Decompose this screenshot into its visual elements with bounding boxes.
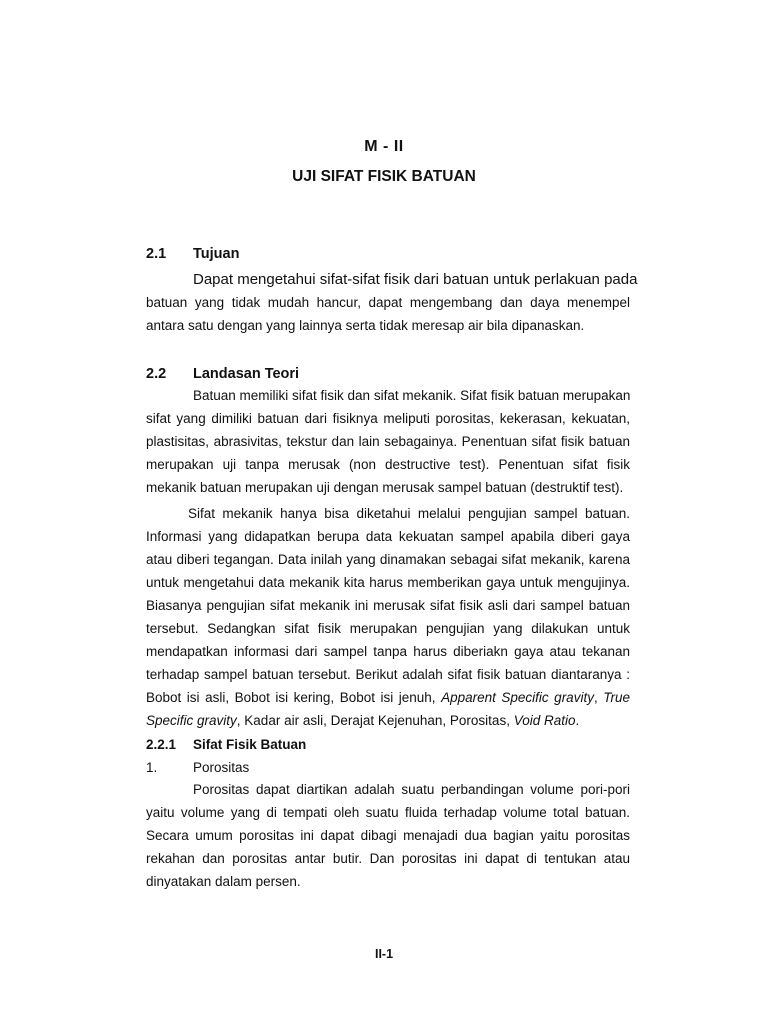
text-line: tersebut. Sedangkan sifat fisik merupakan pengujian yang dilakukan untuk [146, 621, 630, 636]
italic-term: Void Ratio [513, 713, 576, 728]
section-heading-landasan-teori [146, 366, 299, 382]
page-title: UJI SIFAT FISIK BATUAN [292, 168, 476, 185]
italic-term: Specific gravity [146, 713, 237, 728]
italic-term: Apparent Specific gravity [441, 690, 594, 705]
text-line: Porositas dapat diartikan adalah suatu perbandingan volume pori-pori [193, 782, 630, 797]
text-line: atau diberi tegangan. Data inilah yang dinamakan sebagai sifat mekanik, karena [146, 552, 630, 567]
text-line: untuk mengetahui data mekanik kita harus memberikan gaya untuk mengujinya. [146, 575, 630, 590]
subsection-title: Sifat Fisik Batuan [193, 737, 307, 752]
list-number: 1. [146, 760, 158, 775]
text-line: plastisitas, abrasivitas, tekstur dan lain sebagainya. Penentuan sifat fisik batuan [146, 434, 630, 449]
text-line: Batuan memiliki sifat fisik dan sifat mekanik. Sifat fisik batuan merupakan [193, 388, 631, 403]
section-number: 2.2 [146, 366, 167, 382]
paragraph-tujuan [146, 268, 638, 337]
text-line: Specific gravity, Kadar air asli, Derajat Kejenuhan, Porositas, Void Ratio. [146, 713, 580, 728]
text-line: Informasi yang didapatkan berupa data kekuatan sampel apabila diberi gaya [146, 529, 630, 544]
section-title: Tujuan [193, 246, 240, 262]
list-item-porositas [146, 760, 249, 775]
text-line: yaitu volume yang di tempati oleh suatu fluida terhadap volume total batuan. [146, 805, 630, 820]
section-title: Landasan Teori [193, 366, 300, 382]
paragraph-porositas [146, 778, 630, 893]
text-line: Dapat mengetahui sifat-sifat fisik dari batuan untuk perlakuan pada [193, 271, 638, 288]
text-line: merupakan uji tanpa merusak (non destructive test). Penentuan sifat fisik [146, 457, 630, 472]
text-line: antara satu dengan yang lainnya serta tidak meresap air bila dipanaskan. [146, 318, 585, 333]
page-number: II-1 [374, 947, 394, 961]
text-line: Biasanya pengujian sifat mekanik ini merusak sifat fisik asli dari sampel batuan [146, 598, 630, 613]
text-line: Sifat mekanik hanya bisa diketahui melalui pengujian sampel batuan. [188, 506, 630, 521]
subsection-number: 2.2.1 [146, 737, 177, 752]
text-line: Secara umum porositas ini dapat dibagi menajadi dua bagian yaitu porositas [146, 828, 630, 843]
section-heading-tujuan [146, 246, 239, 262]
list-label: Porositas [193, 760, 250, 775]
text-line: rekahan dan porositas antar butir. Dan porositas ini dapat di tentukan atau [146, 851, 630, 866]
paragraph-landasan-2 [146, 502, 630, 732]
text-line: mendapatkan informasi dari sampel tanpa harus diberiakn gaya atau tekanan [146, 644, 630, 659]
chapter-label: M - II [364, 138, 404, 155]
section-number: 2.1 [146, 246, 167, 262]
subsection-heading-sifat-fisik [146, 737, 306, 752]
paragraph-landasan-1 [146, 384, 630, 499]
text-line: dinyatakan dalam persen. [146, 874, 301, 889]
text-line: mekanik batuan merupakan uji dengan merusak sampel batuan (destruktif test). [146, 480, 624, 495]
italic-term: True [603, 690, 630, 705]
text-line: batuan yang tidak mudah hancur, dapat mengembang dan daya menempel [146, 295, 630, 310]
text-line: Bobot isi asli, Bobot isi kering, Bobot isi jenuh, Apparent Specific gravity, True [146, 690, 630, 705]
text-line: terhadap sampel batuan tersebut. Berikut adalah sifat fisik batuan diantaranya : [146, 667, 630, 682]
text-line: sifat yang dimiliki batuan dari fisiknya meliputi porositas, kekerasan, kekuatan, [146, 411, 630, 426]
